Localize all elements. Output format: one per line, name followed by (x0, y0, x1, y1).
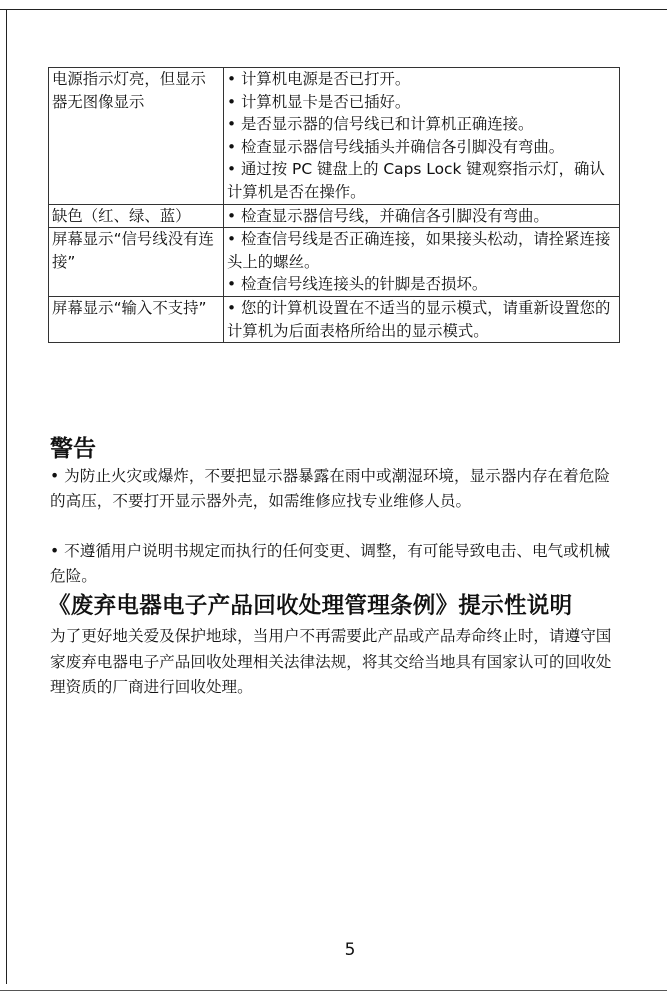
troubleshooting-table (48, 67, 620, 343)
table-row (49, 228, 620, 297)
symptom-cell: 屏幕显示“输入不支持” (49, 296, 224, 342)
warning-title: 警告 (50, 436, 96, 462)
solution-item: • 计算机电源是否已打开。 (227, 70, 411, 88)
solution-item: • 检查显示器信号线，并确信各引脚没有弯曲。 (227, 206, 549, 225)
solution-item: • 检查显示器信号线插头并确信各引脚没有弯曲。 (227, 137, 565, 156)
solution-cell (224, 204, 620, 228)
warning-item: • 不遵循用户说明书规定而执行的任何变更、调整，有可能导致电击、电气或机械危险。 (50, 542, 610, 585)
symptom-cell: 电源指示灯亮，但显示器无图像显示 (49, 68, 224, 205)
table-row (49, 68, 620, 205)
page-border-top (0, 9, 667, 10)
solution-item: • 通过按 PC 键盘上的 Caps Lock 键观察指示灯，确认计算机是否在操作。 (227, 160, 605, 201)
warning-item: • 为防止火灾或爆炸，不要把显示器暴露在雨中或潮湿环境，显示器内存在着危险的高压，不要打开显示器外壳，如需维修应找专业维修人员。 (50, 467, 610, 510)
page-number: 5 (344, 940, 356, 960)
notice-body: 为了更好地关爱及保护地球，当用户不再需要此产品或产品寿命终止时，请遵守国家废弃电器电子产品回收处理相关法律法规，将其交给当地具有国家认可的回收处理资质的厂商进行回收处理。 (50, 627, 612, 696)
page-border-bottom (0, 990, 667, 991)
solution-item: • 检查信号线连接头的针脚是否损坏。 (227, 275, 488, 294)
symptom-cell: 缺色（红、绿、蓝） (49, 204, 224, 228)
solution-cell (224, 228, 620, 297)
solution-item: • 检查信号线是否正确连接，如果接头松动，请拴紧连接头上的螺丝。 (227, 230, 611, 271)
table-row (49, 204, 620, 228)
solution-item: • 计算机显卡是否已插好。 (227, 92, 411, 111)
solution-item: • 您的计算机设置在不适当的显示模式，请重新设置您的计算机为后面表格所给出的显示模式。 (227, 298, 611, 340)
page-border-left (6, 9, 7, 984)
notice-title: 《废弃电器电子产品回收处理管理条例》提示性说明 (48, 593, 573, 619)
solution-cell (224, 68, 620, 205)
solution-item: • 是否显示器的信号线已和计算机正确连接。 (227, 115, 534, 134)
symptom-cell: 屏幕显示“信号线没有连接” (49, 228, 224, 297)
solution-cell (224, 296, 620, 342)
table-row (49, 296, 620, 342)
